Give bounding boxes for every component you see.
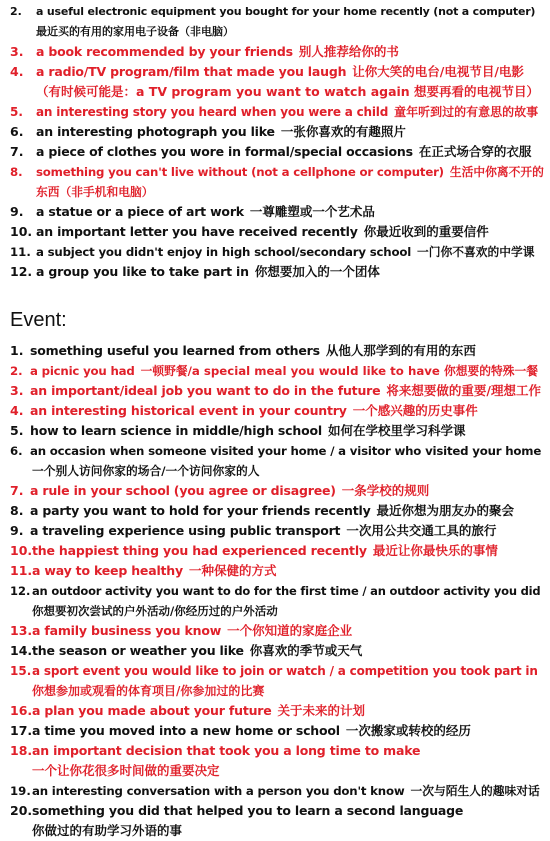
topic-chinese: 在正式场合穿的衣服 bbox=[418, 144, 532, 159]
topic-chinese: 你最近收到的重要信件 bbox=[363, 224, 489, 239]
object-topic-list bbox=[10, 2, 544, 282]
topic-chinese: 一顿野餐/a special meal you would like to have 你想要的特殊一餐 bbox=[140, 364, 538, 378]
topic-item bbox=[10, 721, 544, 741]
topic-chinese: 一个你知道的家庭企业 bbox=[227, 623, 353, 638]
topic-continuation: 你想要初次尝试的户外活动/你经历过的户外活动 bbox=[32, 604, 278, 618]
topic-chinese: 一门你不喜欢的中学课 bbox=[417, 245, 535, 259]
topic-chinese: 最近你想为朋友办的聚会 bbox=[376, 503, 515, 518]
topic-number: 11. bbox=[10, 245, 31, 259]
topic-english: a radio/TV program/film that made you laugh bbox=[36, 64, 347, 79]
topic-english: a rule in your school (you agree or disagree) bbox=[30, 483, 336, 498]
topic-item bbox=[10, 102, 544, 122]
topic-english: an important decision that took you a long time to make bbox=[32, 743, 421, 758]
topic-continuation: 一个让你花很多时间做的重要决定 bbox=[32, 763, 220, 778]
event-topic-list bbox=[10, 341, 544, 841]
topic-number: 20. bbox=[10, 803, 33, 818]
topic-number: 4. bbox=[10, 64, 24, 79]
topic-item bbox=[10, 561, 544, 581]
topic-chinese: 生活中你离不开的 bbox=[449, 165, 544, 179]
topic-number: 10. bbox=[10, 543, 33, 558]
topic-chinese: 别人推荐给你的书 bbox=[298, 44, 399, 59]
topic-chinese: 你想要加入的一个团体 bbox=[254, 264, 380, 279]
topic-number: 5. bbox=[10, 423, 24, 438]
topic-english: a statue or a piece of art work bbox=[36, 204, 244, 219]
topic-item bbox=[10, 341, 544, 361]
topic-number: 8. bbox=[10, 503, 24, 518]
topic-number: 1. bbox=[10, 343, 24, 358]
topic-continuation: 一个别人访问你家的场合/一个访问你家的人 bbox=[32, 464, 260, 478]
topic-chinese: 一张你喜欢的有趣照片 bbox=[280, 124, 406, 139]
topic-english: a party you want to hold for your friends recently bbox=[30, 503, 371, 518]
topic-english: a plan you made about your future bbox=[32, 703, 272, 718]
topic-item bbox=[10, 202, 544, 222]
topic-number: 14. bbox=[10, 643, 33, 658]
topic-chinese: 如何在学校里学习科学课 bbox=[327, 423, 466, 438]
topic-item bbox=[10, 142, 544, 162]
topic-chinese: 关于未来的计划 bbox=[277, 703, 366, 718]
topic-english: a piece of clothes you wore in formal/special occasions bbox=[36, 144, 413, 159]
topic-number: 18. bbox=[10, 743, 33, 758]
topic-english: an important letter you have received recently bbox=[36, 224, 358, 239]
topic-number: 13. bbox=[10, 623, 33, 638]
topic-item bbox=[10, 401, 544, 421]
topic-number: 11. bbox=[10, 563, 33, 578]
topic-english: the happiest thing you had experienced recently bbox=[32, 543, 367, 558]
topic-chinese: 一次用公共交通工具的旅行 bbox=[346, 523, 497, 538]
topic-chinese: 一条学校的规则 bbox=[341, 483, 430, 498]
topic-english: an outdoor activity you want to do for the first time / an outdoor activity you did bbox=[32, 584, 541, 598]
topic-item bbox=[10, 381, 544, 401]
topic-english: a family business you know bbox=[32, 623, 222, 638]
topic-number: 3. bbox=[10, 44, 24, 59]
topic-item bbox=[10, 661, 544, 701]
topic-number: 4. bbox=[10, 403, 24, 418]
topic-number: 10. bbox=[10, 224, 33, 239]
topic-chinese: 让你大笑的电台/电视节目/电影 bbox=[352, 64, 524, 79]
topic-number: 7. bbox=[10, 144, 24, 159]
topic-continuation: （有时候可能是：a TV program you want to watch again 想要再看的电视节目） bbox=[36, 84, 540, 99]
topic-english: a picnic you had bbox=[30, 364, 135, 378]
topic-number: 5. bbox=[10, 105, 23, 119]
topic-item bbox=[10, 781, 544, 801]
topic-chinese: 一次搬家或转校的经历 bbox=[345, 723, 471, 738]
topic-english: a time you moved into a new home or school bbox=[32, 723, 340, 738]
topic-english: a subject you didn't enjoy in high school/secondary school bbox=[36, 245, 412, 259]
topic-number: 6. bbox=[10, 444, 23, 458]
topic-item bbox=[10, 701, 544, 721]
topic-number: 2. bbox=[10, 364, 23, 378]
topic-item bbox=[10, 621, 544, 641]
topic-chinese: 最近让你最快乐的事情 bbox=[372, 543, 498, 558]
topic-item bbox=[10, 521, 544, 541]
topic-item bbox=[10, 42, 544, 62]
topic-english: an interesting photograph you like bbox=[36, 124, 275, 139]
topic-number: 9. bbox=[10, 204, 24, 219]
topic-item bbox=[10, 581, 544, 621]
topic-chinese: 你喜欢的季节或天气 bbox=[249, 643, 363, 658]
topic-english: an occasion when someone visited your home / a visitor who visited your home bbox=[30, 444, 542, 458]
topic-english: a sport event you would like to join or watch / a competition you took part in bbox=[32, 664, 538, 678]
topic-english: a group you like to take part in bbox=[36, 264, 249, 279]
topic-item bbox=[10, 541, 544, 561]
topic-english: an interesting conversation with a person you don't know bbox=[32, 784, 405, 798]
topic-item bbox=[10, 162, 544, 202]
topic-continuation: 最近买的有用的家用电子设备（非电脑） bbox=[36, 25, 234, 38]
topic-chinese: 一个感兴趣的历史事件 bbox=[352, 403, 478, 418]
topic-english: the season or weather you like bbox=[32, 643, 244, 658]
topic-item bbox=[10, 2, 544, 42]
topic-item bbox=[10, 741, 544, 781]
topic-item bbox=[10, 62, 544, 102]
topic-item bbox=[10, 801, 544, 841]
topic-item bbox=[10, 361, 544, 381]
topic-english: how to learn science in middle/high school bbox=[30, 423, 322, 438]
topic-continuation: 你想参加或观看的体育项目/你参加过的比赛 bbox=[32, 684, 265, 698]
topic-chinese: 童年听到过的有意思的故事 bbox=[394, 105, 539, 119]
topic-english: a useful electronic equipment you bought for your home recently (not a computer) bbox=[36, 5, 536, 18]
topic-number: 3. bbox=[10, 383, 24, 398]
topic-english: a traveling experience using public transport bbox=[30, 523, 341, 538]
topic-item bbox=[10, 222, 544, 242]
topic-number: 9. bbox=[10, 523, 24, 538]
topic-item bbox=[10, 501, 544, 521]
topic-number: 17. bbox=[10, 723, 33, 738]
topic-english: an important/ideal job you want to do in the future bbox=[30, 383, 381, 398]
topic-number: 12. bbox=[10, 264, 33, 279]
topic-english: an interesting story you heard when you were a child bbox=[36, 105, 389, 119]
topic-english: something useful you learned from others bbox=[30, 343, 320, 358]
topic-number: 6. bbox=[10, 124, 24, 139]
topic-english: something you did that helped you to learn a second language bbox=[32, 803, 464, 818]
topic-item bbox=[10, 421, 544, 441]
topic-chinese: 从他人那学到的有用的东西 bbox=[325, 343, 476, 358]
topic-continuation: 东西（非手机和电脑） bbox=[36, 185, 154, 199]
topic-item bbox=[10, 122, 544, 142]
topic-english: a book recommended by your friends bbox=[36, 44, 293, 59]
topic-chinese: 将来想要做的重要/理想工作 bbox=[386, 383, 541, 398]
topic-english: something you can't live without (not a cellphone or computer) bbox=[36, 165, 444, 179]
topic-number: 15. bbox=[10, 664, 32, 678]
topic-chinese: 一次与陌生人的趣味对话 bbox=[410, 784, 540, 798]
topic-number: 8. bbox=[10, 165, 23, 179]
topic-english: a way to keep healthy bbox=[32, 563, 183, 578]
topic-number: 12. bbox=[10, 584, 31, 598]
topic-item bbox=[10, 481, 544, 501]
topic-item bbox=[10, 441, 544, 481]
topic-item bbox=[10, 242, 544, 262]
topic-item bbox=[10, 641, 544, 661]
topic-number: 19. bbox=[10, 784, 31, 798]
event-section-title: Event: bbox=[10, 309, 67, 331]
topic-english: an interesting historical event in your country bbox=[30, 403, 347, 418]
topic-number: 16. bbox=[10, 703, 33, 718]
topic-item bbox=[10, 262, 544, 282]
topic-number: 7. bbox=[10, 483, 24, 498]
topic-chinese: 一尊雕塑或一个艺术品 bbox=[249, 204, 375, 219]
topic-continuation: 你做过的有助学习外语的事 bbox=[32, 823, 183, 838]
topic-chinese: 一种保健的方式 bbox=[188, 563, 277, 578]
topic-number: 2. bbox=[10, 5, 22, 18]
